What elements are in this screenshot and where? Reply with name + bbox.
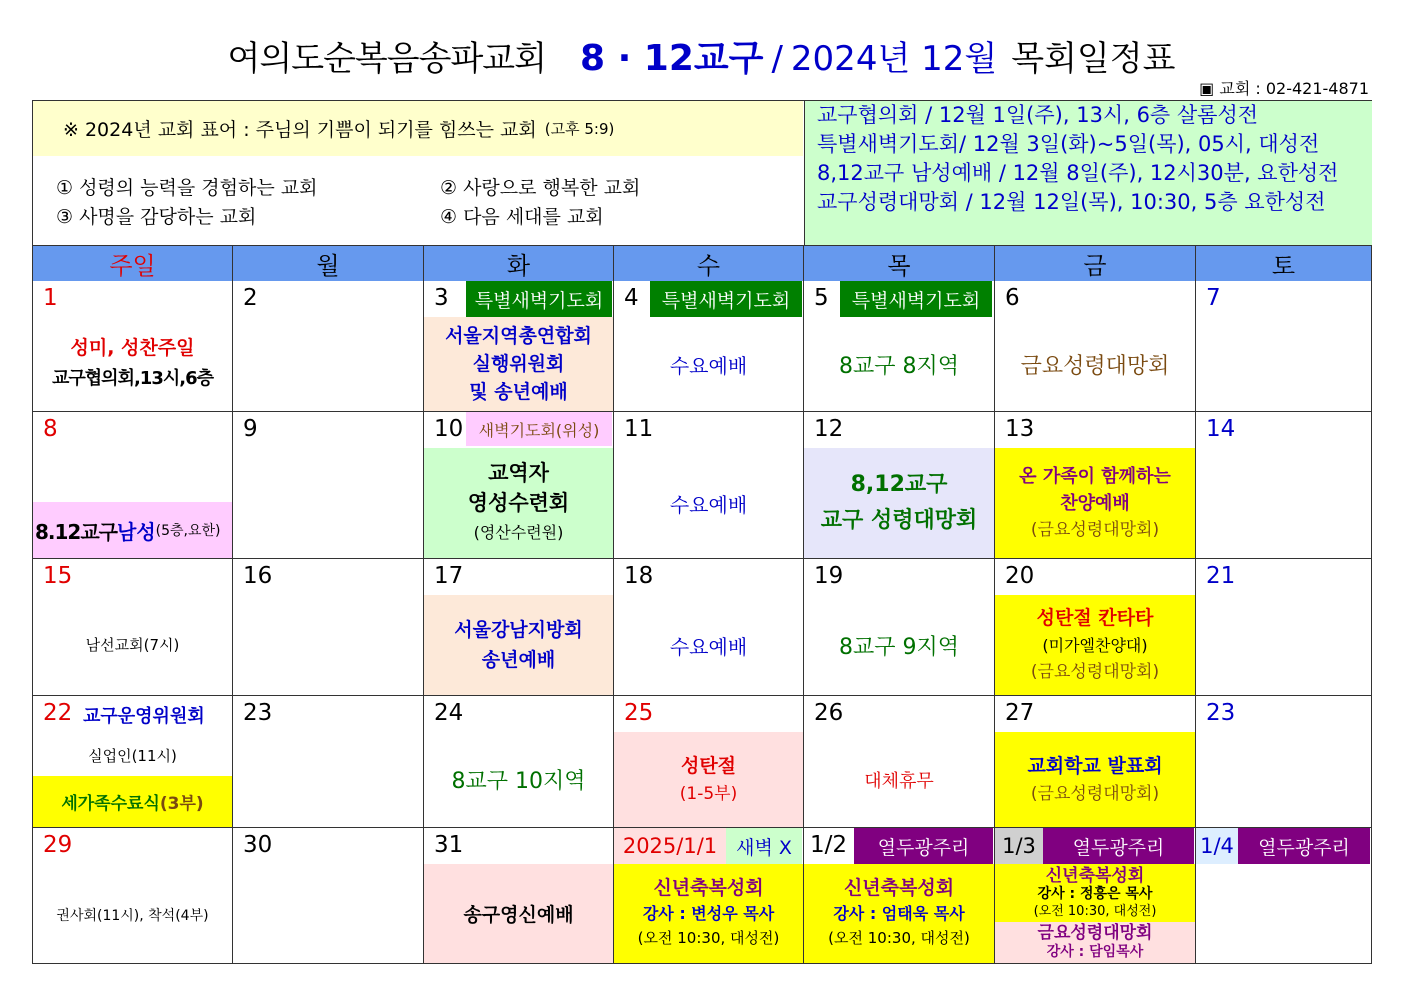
day-number: 2025/1/1 <box>614 828 726 864</box>
event-text: (금요성령대망회) <box>1030 519 1160 540</box>
day-cell[interactable] <box>233 828 424 964</box>
day-cell[interactable] <box>233 559 424 696</box>
event-text: 실행위원회 <box>472 353 565 375</box>
weekday-sun: 주일 <box>33 246 233 281</box>
event-text: 권사회(11시), 착석(4부) <box>56 908 209 924</box>
day-number: 22 <box>43 700 73 726</box>
district-name: 8 · 12교구 <box>580 38 764 79</box>
weekday-wed: 수 <box>614 246 804 281</box>
motto-reference: (고후 5:9) <box>544 120 615 138</box>
notice-item: 교구성령대망회 / 12월 12일(목), 10:30, 5층 요한성전 <box>817 190 1326 214</box>
event-text: 금요성령대망회 <box>1020 353 1170 379</box>
day-cell[interactable] <box>233 412 424 559</box>
event-tag: 특별새벽기도회 <box>466 281 612 317</box>
motto-text: ※ 2024년 교회 표어 : 주님의 기쁨이 되기를 힘쓰는 교회 <box>63 119 537 141</box>
event-text: 8교구 8지역 <box>839 353 959 379</box>
event-text: (오전 10:30, 대성전) <box>637 929 780 947</box>
day-number: 24 <box>434 700 464 726</box>
event-text: 서울강남지방회 <box>454 619 583 641</box>
day-cell[interactable] <box>424 696 614 828</box>
event-text: 수요예배 <box>669 353 748 378</box>
event-text: 성탄절 칸타타 <box>1036 606 1154 629</box>
day-cell[interactable] <box>1196 281 1372 412</box>
day-cell[interactable] <box>424 412 614 559</box>
day-cell[interactable] <box>424 828 614 964</box>
notice-item: 교구협의회 / 12월 1일(주), 13시, 6층 살롬성전 <box>817 103 1259 127</box>
vision-item: ① 성령의 능력을 경험하는 교회 <box>56 177 318 199</box>
day-number: 27 <box>1005 700 1035 726</box>
event-text: 세가족수료식 <box>61 794 160 814</box>
title-schedule: 목회일정표 <box>1011 39 1176 79</box>
day-cell[interactable] <box>33 281 233 412</box>
day-cell[interactable] <box>614 412 804 559</box>
day-number: 9 <box>243 416 258 442</box>
event-tag: 특별새벽기도회 <box>840 281 992 317</box>
event-tag: 새벽 X <box>726 828 802 864</box>
event-text: 온 가족이 함께하는 <box>1019 465 1171 487</box>
day-number: 2 <box>243 285 258 311</box>
day-cell[interactable] <box>424 559 614 696</box>
weekday-fri: 금 <box>995 246 1196 281</box>
day-cell[interactable] <box>614 559 804 696</box>
event-text: 교구 성령대망회 <box>820 508 978 533</box>
weekday-tue: 화 <box>424 246 614 281</box>
day-cell[interactable] <box>33 412 233 559</box>
day-cell[interactable] <box>995 281 1196 412</box>
day-number: 29 <box>43 832 73 858</box>
event-text: (영산수련원) <box>473 523 564 542</box>
event-text: 금요성령대망회 <box>1037 922 1153 943</box>
day-cell[interactable] <box>995 828 1196 964</box>
event-text: 서울지역총연합회 <box>445 325 592 347</box>
event-text: 대체휴무 <box>864 770 934 792</box>
event-text: 남선교회(7시) <box>85 635 180 654</box>
notice-item: 8,12교구 남성예배 / 12월 8일(주), 12시30분, 요한성전 <box>817 161 1339 185</box>
event-text: 교회학교 발표회 <box>1027 754 1163 777</box>
event-tag: 새벽기도회(위성) <box>466 412 612 446</box>
event-text: (금요성령대망회) <box>1030 783 1160 804</box>
day-cell[interactable] <box>614 281 804 412</box>
day-number: 1/4 <box>1196 828 1238 864</box>
weekday-sat: 토 <box>1196 246 1372 281</box>
day-number: 4 <box>624 285 639 311</box>
day-cell[interactable] <box>804 828 995 964</box>
event-text: 송년예배 <box>481 649 556 671</box>
day-cell[interactable] <box>804 559 995 696</box>
event-text: 및 송년예배 <box>469 381 568 403</box>
event-text: 실업인(11시) <box>88 746 177 765</box>
event-text: 남성 <box>117 519 156 544</box>
day-cell[interactable] <box>995 412 1196 559</box>
day-cell[interactable] <box>804 281 995 412</box>
event-text: 영성수련회 <box>467 491 570 515</box>
day-cell[interactable] <box>804 696 995 828</box>
vision-item: ④ 다음 세대를 교회 <box>440 206 604 228</box>
event-tag: 특별새벽기도회 <box>650 281 802 317</box>
event-tag: 열두광주리 <box>1043 828 1194 864</box>
event-text: 8교구 10지역 <box>451 769 586 794</box>
day-cell[interactable] <box>1196 828 1372 964</box>
notice-box <box>804 101 1372 245</box>
day-number: 1/3 <box>995 828 1043 864</box>
church-motto <box>33 101 803 156</box>
day-cell[interactable] <box>1196 559 1372 696</box>
event-text: 성탄절 <box>680 754 737 777</box>
church-phone: ▣ 교회 : 02-421-4871 <box>1199 79 1369 98</box>
day-cell[interactable] <box>804 412 995 559</box>
day-number: 19 <box>814 563 844 589</box>
day-number: 18 <box>624 563 654 589</box>
event-tag: 열두광주리 <box>1238 828 1370 864</box>
day-cell[interactable] <box>33 828 233 964</box>
event-text: (1-5부) <box>679 783 738 804</box>
day-cell[interactable] <box>33 559 233 696</box>
event-text: 송구영신예배 <box>463 904 574 926</box>
event-text: 8,12교구 <box>850 472 948 497</box>
day-number: 3 <box>434 285 449 311</box>
event-text: 찬양예배 <box>1060 492 1130 514</box>
event-text: 강사 : 담임목사 <box>1046 943 1144 960</box>
event-text: 신년축복성회 <box>1045 866 1145 886</box>
day-cell[interactable] <box>614 828 804 964</box>
page-title <box>0 30 1403 81</box>
day-cell[interactable] <box>33 696 233 828</box>
day-number: 14 <box>1206 416 1236 442</box>
day-cell[interactable] <box>614 696 804 828</box>
event-text: 수요예배 <box>669 492 748 517</box>
event-text: (미가엘찬양대) <box>1042 635 1148 655</box>
day-number: 26 <box>814 700 844 726</box>
event-text: 성미, 성찬주일 <box>70 336 195 359</box>
day-number: 11 <box>624 416 654 442</box>
day-number: 7 <box>1206 285 1221 311</box>
day-number: 20 <box>1005 563 1035 589</box>
event-text: 강사 : 정흥은 목사 <box>1037 886 1153 902</box>
day-cell[interactable] <box>1196 696 1372 828</box>
vision-item: ③ 사명을 감당하는 교회 <box>56 206 257 228</box>
notice-item: 특별새벽기도회/ 12월 3일(화)~5일(목), 05시, 대성전 <box>817 132 1320 156</box>
day-cell[interactable] <box>424 281 614 412</box>
day-cell[interactable] <box>233 281 424 412</box>
day-number: 10 <box>434 416 464 442</box>
day-number: 15 <box>43 563 73 589</box>
day-cell[interactable] <box>1196 412 1372 559</box>
day-cell[interactable] <box>233 696 424 828</box>
day-number: 16 <box>243 563 273 589</box>
vision-item: ② 사랑으로 행복한 교회 <box>440 177 641 199</box>
day-number: 17 <box>434 563 464 589</box>
day-number: 23 <box>1206 700 1236 726</box>
event-text: (5층,요한) <box>155 523 221 539</box>
weekday-thu: 목 <box>804 246 995 281</box>
title-slash: / <box>771 39 783 79</box>
event-text: (3부) <box>159 794 204 814</box>
event-text: (오전 10:30, 대성전) <box>828 929 970 947</box>
day-number: 8 <box>43 416 58 442</box>
event-text: (오전 10:30, 대성전) <box>1033 904 1157 919</box>
day-number: 13 <box>1005 416 1035 442</box>
event-text: 수요예배 <box>669 634 748 659</box>
day-number: 25 <box>624 700 654 726</box>
event-text: 교구협의회,13시,6층 <box>52 367 213 389</box>
day-number: 6 <box>1005 285 1020 311</box>
weekday-mon: 월 <box>233 246 424 281</box>
church-name: 여의도순복음송파교회 <box>227 39 546 79</box>
day-number: 21 <box>1206 563 1236 589</box>
day-cell[interactable] <box>995 696 1196 828</box>
day-number: 5 <box>814 285 829 311</box>
title-month: 2024년 12월 <box>790 39 998 79</box>
day-number: 1/2 <box>810 832 848 858</box>
day-number: 31 <box>434 832 464 858</box>
event-text: 8.12교구 <box>35 519 117 544</box>
event-text: 교역자 <box>488 461 549 485</box>
event-text: (금요성령대망회) <box>1030 661 1160 682</box>
day-number: 12 <box>814 416 844 442</box>
event-text: 강사 : 변성우 목사 <box>642 904 775 923</box>
event-tag: 열두광주리 <box>854 828 993 864</box>
event-text: 신년축복성회 <box>653 877 764 899</box>
event-text: 8교구 9지역 <box>839 634 959 660</box>
event-text: 신년축복성회 <box>843 877 955 899</box>
day-number: 1 <box>43 285 58 311</box>
day-number: 23 <box>243 700 273 726</box>
event-tag: 교구운영위원회 <box>83 706 205 727</box>
day-number: 30 <box>243 832 273 858</box>
event-text: 강사 : 엄태욱 목사 <box>833 904 965 923</box>
day-cell[interactable] <box>995 559 1196 696</box>
